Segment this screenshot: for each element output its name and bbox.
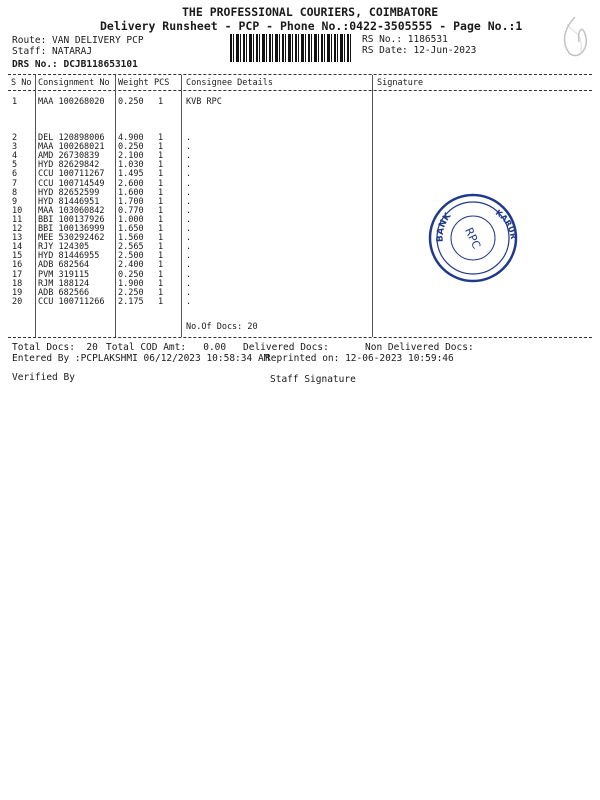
cell-details: . [186,278,192,289]
cell-details: . [186,233,192,244]
cell-sno: 16 [12,260,23,271]
col-signature: Signature [377,78,424,88]
cell-pcs: 1 [158,287,164,298]
cell-cons: BBI 100136999 [38,224,105,234]
cell-details: . [186,169,192,180]
cell-cons: MEE 530292462 [38,233,105,244]
cell-details: . [186,214,192,225]
cell-cons: DEL 120898006 [38,133,105,143]
cell-sno: 11 [12,214,23,225]
cell-pcs: 1 [158,160,164,171]
cell-weight: 2.100 [118,151,144,162]
delivered-docs: Delivered Docs: [243,342,329,353]
cell-sno: 19 [12,287,23,298]
cell-weight: 0.250 [118,142,144,153]
cell-details: . [186,269,192,280]
cell-pcs: 1 [158,169,164,180]
cell-weight: 0.250 [118,269,144,280]
cell-pcs: 1 [158,278,164,289]
cell-sno: 4 [12,151,18,162]
cell-cons: ADB 682566 [38,287,90,298]
cell-weight: 1.900 [118,278,144,289]
cell-pcs: 1 [158,251,164,262]
cell-sno: 14 [12,242,23,253]
header-rule-top [8,74,592,75]
cell-weight: 4.900 [118,133,144,143]
cell-sno: 2 [12,133,18,143]
cell-cons: MAA 103060842 [38,205,105,216]
cell-cons: HYD 81446955 [38,251,100,262]
cell-weight: 2.175 [118,296,144,307]
ink-smudge [555,12,595,62]
cell-weight: 1.495 [118,169,144,180]
cell-details: . [186,224,192,234]
cell-weight: 2.500 [118,251,144,262]
table-row: 1 MAA 100268020 0.250 1 KVB RPC [12,97,222,107]
cell-weight: 1.560 [118,233,144,244]
cell-sno: 17 [12,269,23,280]
cell-pcs: 1 [158,224,164,234]
barcode [230,34,352,62]
col-pcs: PCS [154,78,170,88]
cell-cons: HYD 82629842 [38,160,100,171]
verified-by: Verified By [12,372,75,383]
cell-sno: 6 [12,169,18,180]
cell-weight: 2.400 [118,260,144,271]
cell-sno: 10 [12,205,23,216]
cell-pcs: 1 [158,214,164,225]
total-docs: Total Docs: 20 [12,342,98,353]
rs-date: RS Date: 12-Jun-2023 [362,45,477,56]
rs-number: RS No.: 1186531 [362,34,448,45]
cell-weight: 1.600 [118,187,144,198]
cell-details: . [186,142,192,153]
cell-pcs: 1 [158,296,164,307]
entered-by: Entered By :PCPLAKSHMI 06/12/2023 10:58:34 AM [12,353,270,364]
table-row [0,297,600,307]
cell-pcs: 1 [158,151,164,162]
cell-details: . [186,151,192,162]
cell-details: . [186,160,192,171]
cell-cons: HYD 81446951 [38,196,100,207]
non-delivered-docs: Non Delivered Docs: [365,342,474,353]
cell-weight: 1.700 [118,196,144,207]
cell-weight: 1.000 [118,214,144,225]
cell-pcs: 1 [158,242,164,253]
header-rule-bottom [8,90,592,91]
col-consignee: Consignee Details [186,78,273,88]
cell-pcs: 1 [158,178,164,189]
cell-pcs: 1 [158,142,164,153]
cell-pcs: 1 [158,196,164,207]
cell-details: . [186,242,192,253]
cell-details: . [186,260,192,271]
cell-pcs: 1 [158,233,164,244]
cell-details: . [186,205,192,216]
cell-cons: RJM 188124 [38,278,90,289]
cell-cons: ADB 682564 [38,260,90,271]
total-cod: Total COD Amt: 0.00 [106,342,227,353]
table-rule-bottom [8,337,592,338]
cell-details: . [186,251,192,262]
cell-sno: 12 [12,224,23,234]
col-sno: S No [11,78,32,88]
stamp-text-top: BANK [435,211,454,243]
cell-weight: 1.030 [118,160,144,171]
cell-details: . [186,287,192,298]
cell-pcs: 1 [158,187,164,198]
cell-sno: 15 [12,251,23,262]
cell-cons: CCU 100711267 [38,169,105,180]
cell-weight: 0.770 [118,205,144,216]
cell-pcs: 1 [158,269,164,280]
cell-details: . [186,296,192,307]
cell-details: . [186,196,192,207]
col-weight: Weight [118,78,149,88]
cell-cons: RJY 124305 [38,242,90,253]
cell-cons: BBI 100137926 [38,214,105,225]
cell-cons: CCU 100714549 [38,178,105,189]
bank-stamp [425,190,521,286]
cell-cons: HYD 82652599 [38,187,100,198]
cell-sno: 18 [12,278,23,289]
cell-sno: 13 [12,233,23,244]
cell-details: . [186,178,192,189]
stamp-text-center: RPC [462,225,484,251]
cell-details: . [186,133,192,143]
cell-sno: 3 [12,142,18,153]
company-title: THE PROFESSIONAL COURIERS, COIMBATORE [182,5,439,19]
cell-weight: 2.600 [118,178,144,189]
cell-weight: 2.565 [118,242,144,253]
cell-sno: 20 [12,296,23,307]
col-consignment: Consignment No [38,78,110,88]
route-label: Route: VAN DELIVERY PCP [12,35,144,46]
staff-signature: Staff Signature [270,374,356,385]
cell-pcs: 1 [158,133,164,143]
staff-label: Staff: NATARAJ [12,46,93,57]
stamp-text-right: KARUR [493,208,518,240]
cell-pcs: 1 [158,205,164,216]
no-of-docs: No.Of Docs: 20 [186,322,258,332]
cell-cons: AMD 26730839 [38,151,100,162]
cell-sno: 5 [12,160,18,171]
cell-weight: 1.650 [118,224,144,234]
cell-sno: 9 [12,196,18,207]
cell-cons: CCU 100711266 [38,296,105,307]
cell-sno: 7 [12,178,18,189]
cell-pcs: 1 [158,260,164,271]
drs-number: DRS No.: DCJB118653101 [12,59,138,70]
runsheet-subtitle: Delivery Runsheet - PCP - Phone No.:0422-3505555 - Page No.:1 [100,19,523,33]
cell-cons: MAA 100268021 [38,142,105,153]
cell-sno: 8 [12,187,18,198]
table-header [0,78,600,88]
cell-details: . [186,187,192,198]
reprinted-on: Reprinted on: 12-06-2023 10:59:46 [265,353,454,364]
cell-cons: PVM 319115 [38,269,90,280]
cell-weight: 2.250 [118,287,144,298]
